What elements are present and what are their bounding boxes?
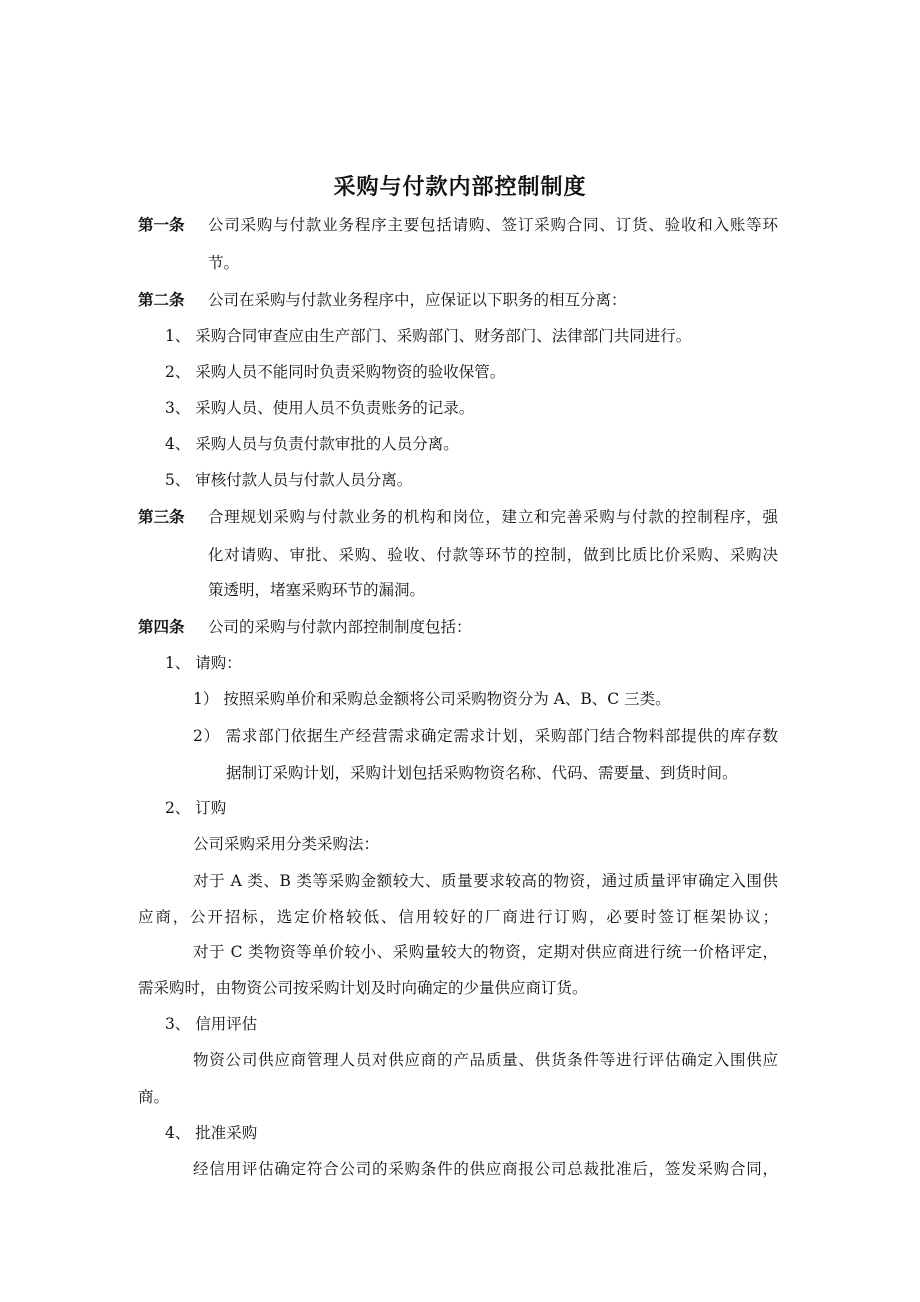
article-2-item-5: 5、 审核付款人员与付款人员分离。 [165, 471, 413, 489]
article-2-item-3: 3、 采购人员、使用人员不负责账务的记录。 [165, 399, 475, 417]
article-1-line-2: 节。 [208, 254, 240, 272]
section-1-item-2-line-1: 2） 需求部门依据生产经营需求确定需求计划，采购部门结合物料部提供的库存数 [193, 727, 778, 745]
section-4-paragraph-line-1: 经信用评估确定符合公司的采购条件的供应商报公司总裁批准后，签发采购合同， [193, 1160, 778, 1178]
section-2-paragraph-3-line-2: 需采购时，由物资公司按采购计划及时向确定的少量供应商订货。 [138, 979, 588, 997]
section-2-heading: 2、 订购 [165, 799, 227, 817]
section-2-paragraph-1: 公司采购采用分类采购法： [193, 835, 380, 853]
article-1-label: 第一条 [138, 216, 185, 234]
document-title: 采购与付款内部控制制度 [333, 175, 587, 200]
article-2-item-1: 1、 采购合同审查应由生产部门、采购部门、财务部门、法律部门共同进行。 [165, 327, 692, 345]
article-3-label: 第三条 [138, 508, 185, 526]
section-2-paragraph-2-line-2: 应商，公开招标，选定价格较低、信用较好的厂商进行订购，必要时签订框架协议； [138, 908, 778, 926]
section-4-heading: 4、 批准采购 [165, 1124, 258, 1142]
article-3-line-2: 化对请购、审批、采购、验收、付款等环节的控制，做到比质比价采购、采购决 [208, 546, 778, 564]
section-1-heading: 1、 请购： [165, 654, 242, 672]
section-1-item-2-line-2: 据制订采购计划，采购计划包括采购物资名称、代码、需要量、到货时间。 [226, 764, 738, 782]
section-2-paragraph-3-line-1: 对于 C 类物资等单价较小、采购量较大的物资，定期对供应商进行统一价格评定， [193, 943, 778, 961]
section-3-paragraph-line-1: 物资公司供应商管理人员对供应商的产品质量、供货条件等进行评估确定入围供应 [193, 1051, 778, 1069]
article-4-label: 第四条 [138, 618, 185, 636]
article-3-line-3: 策透明，堵塞采购环节的漏洞。 [208, 581, 426, 599]
article-3-line-1: 合理规划采购与付款业务的机构和岗位，建立和完善采购与付款的控制程序，强 [208, 508, 778, 526]
article-1-line-1: 公司采购与付款业务程序主要包括请购、签订采购合同、订货、验收和入账等环 [208, 216, 778, 234]
section-1-item-1: 1） 按照采购单价和采购总金额将公司采购物资分为 A、B、C 三类。 [193, 690, 671, 708]
article-2-intro: 公司在采购与付款业务程序中，应保证以下职务的相互分离： [208, 291, 627, 309]
section-3-heading: 3、 信用评估 [165, 1015, 258, 1033]
section-3-paragraph-line-2: 商。 [138, 1088, 170, 1106]
section-2-paragraph-2-line-1: 对于 A 类、B 类等采购金额较大、质量要求较高的物资，通过质量评审确定入围供 [193, 872, 778, 890]
article-2-item-2: 2、 采购人员不能同时负责采购物资的验收保管。 [165, 363, 506, 381]
article-4-intro: 公司的采购与付款内部控制制度包括： [208, 618, 472, 636]
article-2-item-4: 4、 采购人员与负责付款审批的人员分离。 [165, 435, 459, 453]
article-2-label: 第二条 [138, 291, 185, 309]
